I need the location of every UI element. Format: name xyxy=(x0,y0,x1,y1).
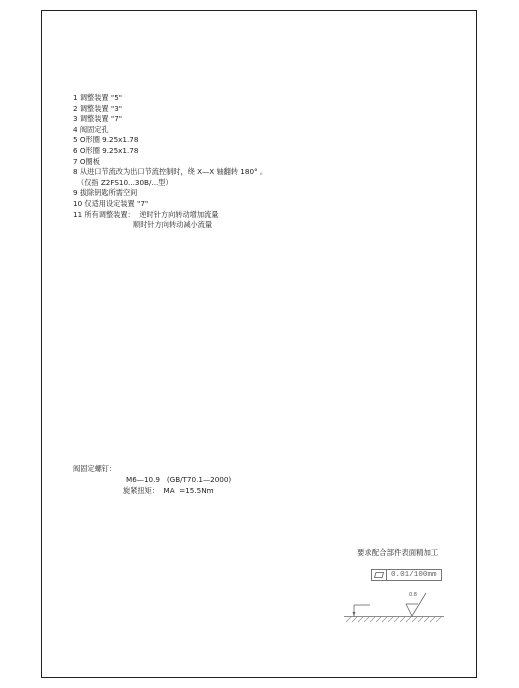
surface-requirement-text: 要求配合部件表面精加工 xyxy=(357,548,439,557)
note-6: 6 O形圈 9.25x1.78 xyxy=(73,145,139,155)
flatness-value: 0.01/100mm xyxy=(391,571,437,579)
surface-requirement-block xyxy=(344,547,464,637)
bolt-spec-block xyxy=(73,463,231,496)
bolt-title: 阀固定螺钉： xyxy=(73,464,117,473)
note-7: 7 O圈板 xyxy=(73,156,100,166)
note-5: 5 O形圈 9.25x1.78 xyxy=(73,135,139,145)
drawing-sheet xyxy=(41,10,477,678)
bolt-torque: 旋紧扭矩： MA =15.5Nm xyxy=(123,486,214,495)
flatness-icon xyxy=(372,570,387,580)
note-9: 9 拔除钥匙所需空间 xyxy=(73,188,138,198)
note-1: 1 调整装置 "5" xyxy=(73,93,123,102)
note-11-continuation: 顺时针方向转动减小流量 xyxy=(133,220,213,230)
note-11: 11 所有调整装置： 逆时针方向转动增加流量 xyxy=(73,209,219,219)
note-2: 2 调整装置 "3" xyxy=(73,103,123,113)
flatness-tolerance-frame xyxy=(371,569,442,581)
note-10: 10 仅适用设定装置 "7" xyxy=(73,198,149,208)
note-3: 3 调整装置 "7" xyxy=(73,114,123,124)
notes-list xyxy=(73,93,267,231)
note-8-detail: （仅指 Z2FS10...30B/...型） xyxy=(77,177,173,187)
bolt-spec: M6—10.9 (GB/T70.1—2000) xyxy=(126,475,232,484)
roughness-value: 0.8 xyxy=(409,592,417,598)
note-4: 4 阀固定孔 xyxy=(73,124,109,134)
note-8: 8 从进口节流改为出口节流控制时，绕 X—X 轴翻转 180° 。 xyxy=(73,167,268,177)
roughness-symbol-icon xyxy=(344,583,464,633)
